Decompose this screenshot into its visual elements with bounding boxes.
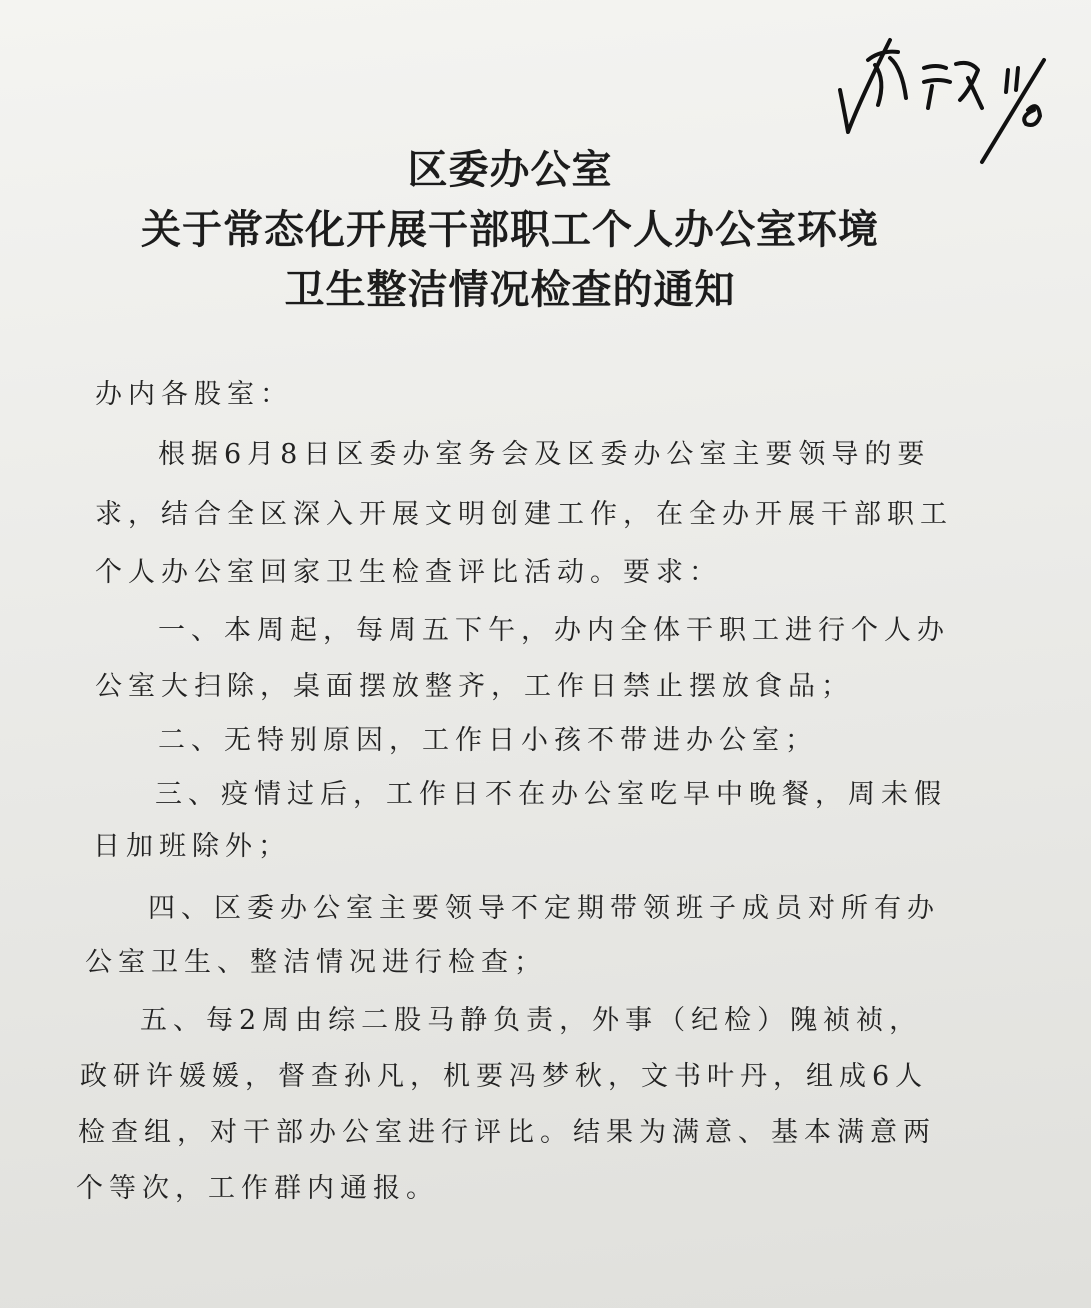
- paragraph-line: 根据6月8日区委办室务会及区委办公室主要领导的要: [158, 439, 931, 470]
- doc-title-line-3: 卫生整洁情况检查的通知: [284, 267, 736, 313]
- item-5-line: 五、每2周由综二股马静负责，外事（纪检）隗祯祯，: [140, 1005, 923, 1036]
- doc-title-line-1: 区委办公室: [407, 147, 613, 193]
- paragraph-line: 个人办公室回家卫生检查评比活动。要求：: [95, 557, 722, 588]
- item-5-line: 政研许媛媛，督查孙凡，机要冯梦秋，文书叶丹，组成6人: [80, 1061, 929, 1092]
- paragraph-line: 求，结合全区深入开展文明创建工作，在全办开展干部职工: [95, 499, 953, 530]
- salutation: 办内各股室：: [95, 379, 293, 410]
- item-2-line: 二、无特别原因，工作日小孩不带进办公室；: [158, 725, 818, 756]
- item-3-line: 三、疫情过后，工作日不在办公室吃早中晚餐，周未假: [155, 779, 947, 810]
- item-5-line: 个等次，工作群内通报。: [76, 1173, 439, 1204]
- item-4-line: 四、区委办公室主要领导不定期带领班子成员对所有办: [148, 893, 940, 924]
- item-4-line: 公室卫生、整洁情况进行检查；: [85, 947, 547, 978]
- item-5-line: 检查组，对干部办公室进行评比。结果为满意、基本满意两: [78, 1117, 936, 1148]
- item-1-line: 公室大扫除，桌面摆放整齐，工作日禁止摆放食品；: [95, 671, 854, 702]
- doc-title-line-2: 关于常态化开展干部职工个人办公室环境: [141, 207, 879, 253]
- item-3-line: 日加班除外；: [93, 831, 291, 862]
- item-1-line: 一、本周起，每周五下午，办内全体干职工进行个人办: [158, 615, 950, 646]
